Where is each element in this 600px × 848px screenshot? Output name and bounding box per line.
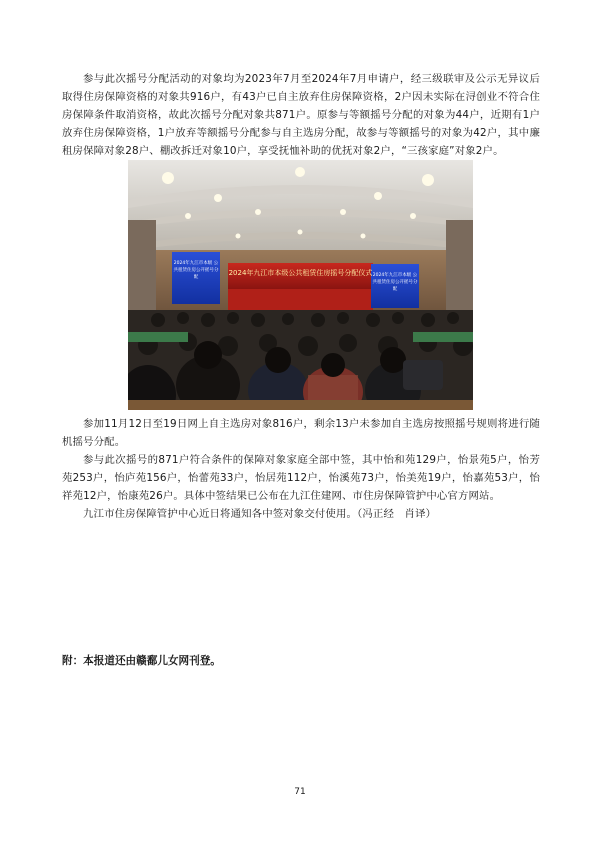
photo-banner-left: 2024年九江市本级 公共租赁住房公开摇号分配 xyxy=(173,261,219,280)
paragraph-online-selection: 参加11月12日至19日网上自主选房对象816户，剩余13户未参加自主选房按照摇号规则将进行随机摇号分配。 xyxy=(62,418,540,448)
paragraph-lottery-participants: 参与此次摇号分配活动的对象均为2023年7月至2024年7月申请户，经三级联审及公示无异议后取得住房保障资格的对象共916户，有43户已自主放弃住房保障资格，2户因未实际在浔创业不符合住房保障条件取消资格，故此次摇号分配对象共871户。原参与等额摇号分配的对象为44户，近期有1户放弃住房保障资格，1户放弃等额摇号分配参与自主选房分配，故参与等额摇号的对象为42户，其中廉租房保障对象28户、棚改拆迁对象10户，享受抚恤补助的优抚对象2户，“三孩家庭”对象2户。 xyxy=(62,73,540,157)
photo-banner-right: 2024年九江市本级 公共租赁住房公开摇号分配 xyxy=(372,273,418,292)
paragraph-delivery-notice: 九江市住房保障管护中心近日将通知各中签对象交付使用。（冯正经 肖译） xyxy=(83,508,437,520)
conference-hall-photo xyxy=(128,160,473,410)
page-number: 71 xyxy=(294,787,306,797)
paragraph-lottery-results: 参与此次摇号的871户符合条件的保障对象家庭全部中签，其中怡和苑129户，怡景苑5户，怡芳苑253户，怡庐苑156户，怡蕾苑33户，怡居苑112户，怡溪苑73户，怡美苑19户，怡嘉苑53户，怡祥苑12户，怡康苑26户。具体中签结果已公布在九江住建网、市住房保障管护中心官方网站。 xyxy=(62,454,540,502)
photo-banner-main: 2024年九江市本级公共租赁住房摇号分配仪式 xyxy=(228,269,373,277)
event-photo xyxy=(128,160,473,410)
republication-note: 附：本报道还由赣鄱儿女网刊登。 xyxy=(62,655,221,667)
